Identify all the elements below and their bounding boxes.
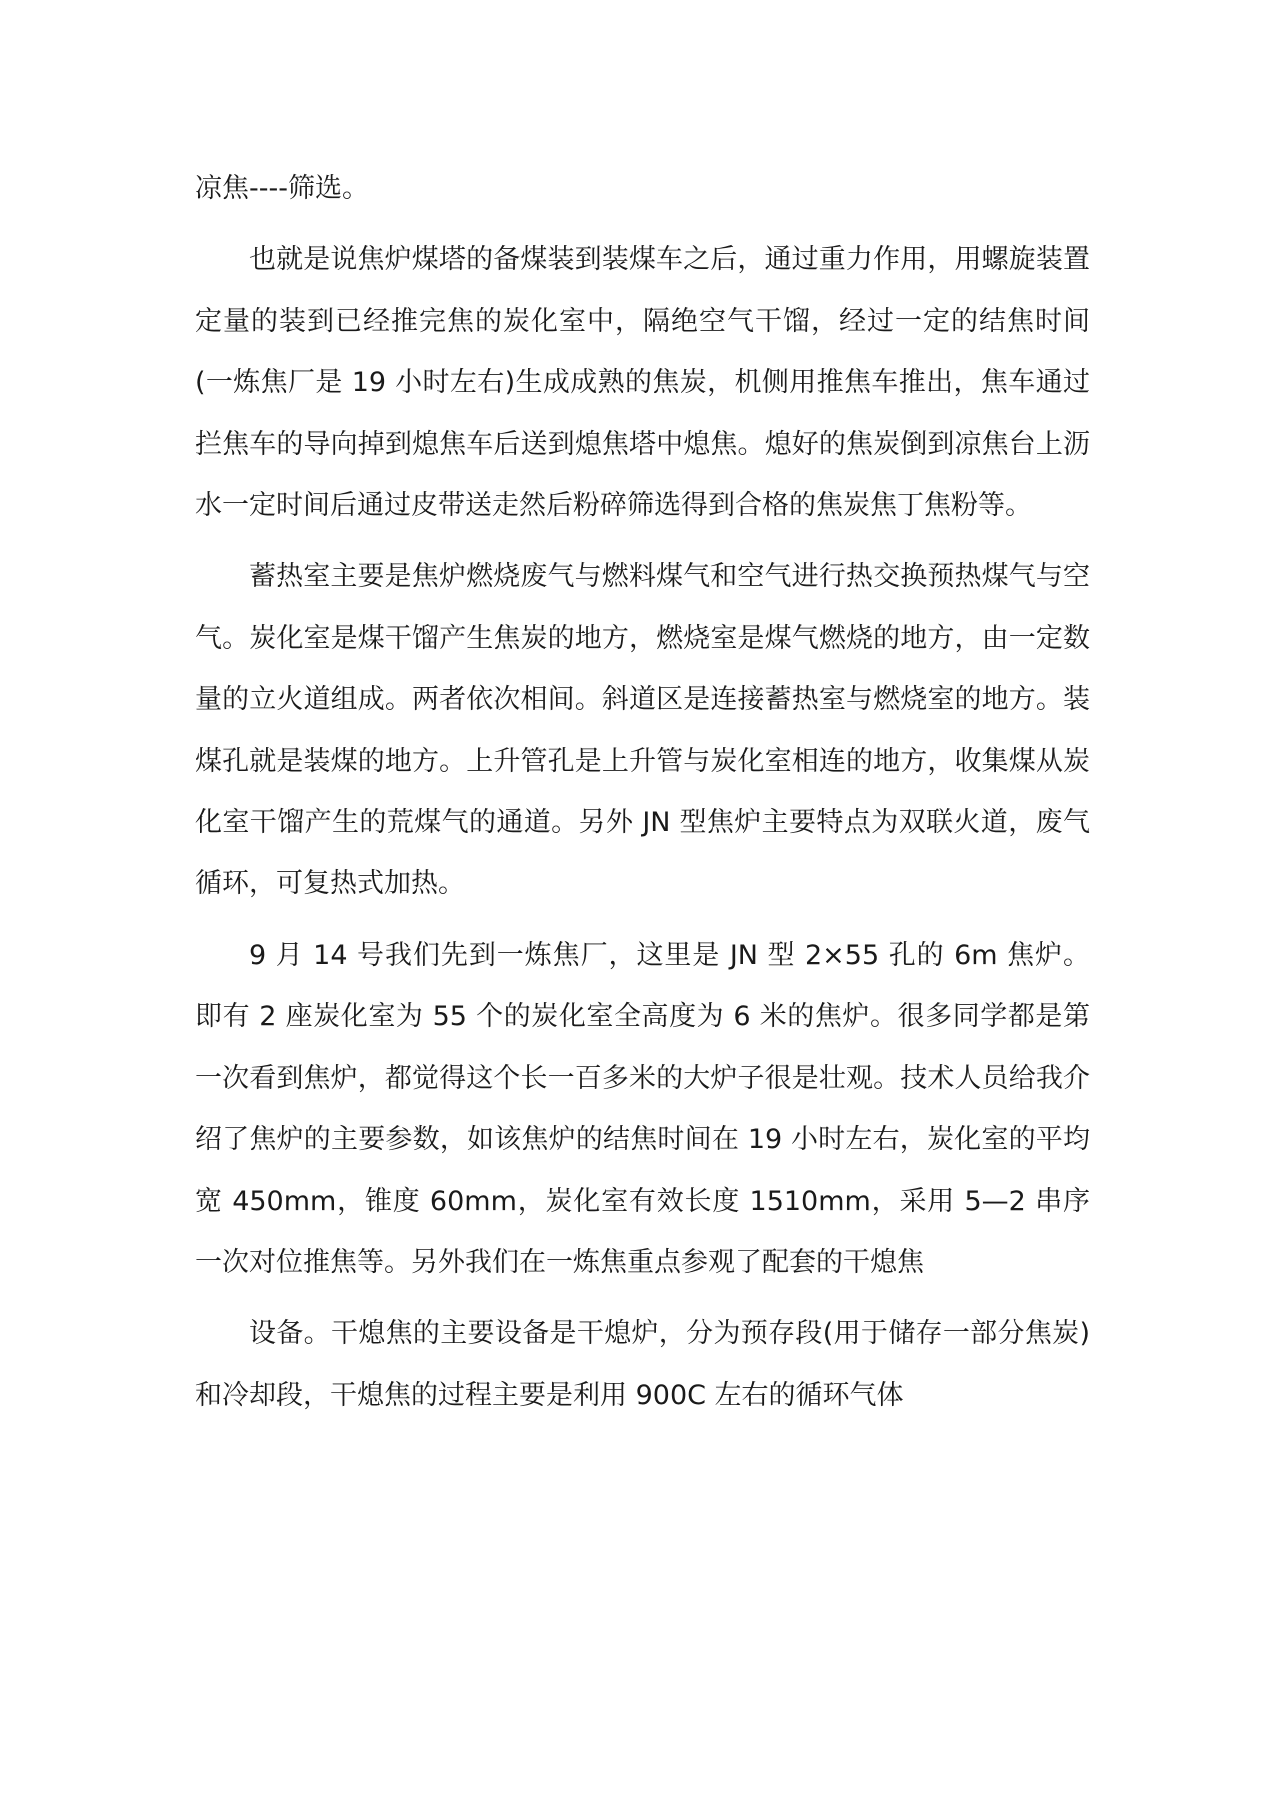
paragraph-cdq-equipment: 设备。干熄焦的主要设备是干熄炉，分为预存段(用于储存一部分焦炭)和冷却段，干熄焦的过程主要是利用 900C 左右的循环气体 [195,1318,1090,1411]
paragraph-oven-structure: 蓄热室主要是焦炉燃烧废气与燃料煤气和空气进行热交换预热煤气与空气。炭化室是煤干馏产生焦炭的地方，燃烧室是煤气燃烧的地方，由一定数量的立火道组成。两者依次相间。斜道区是连接蓄热室与燃烧室的地方。装煤孔就是装煤的地方。上升管孔是上升管与炭化室相连的地方，收集煤从炭化室干馏产生的荒煤气的通道。另外 JN 型焦炉主要特点为双联火道，废气循环，可复热式加热。 [195,561,1090,900]
paragraph-site-visit: 9 月 14 号我们先到一炼焦厂，这里是 JN 型 2×55 孔的 6m 焦炉。即有 2 座炭化室为 55 个的炭化室全高度为 6 米的焦炉。很多同学都是第一次看到焦炉，都觉得这个长一百多米的大炉子很是壮观。技术人员给我介绍了焦炉的主要参数，如该焦炉的结焦时间在 19 小时左右，炭化室的平均宽 450mm，锥度 60mm，炭化室有效长度 1510mm，采用 5—2 串序一次对位推焦等。另外我们在一炼焦重点参观了配套的干熄焦 [195,939,1090,1278]
body-text [195,158,1090,1426]
paragraph-coking-process: 也就是说焦炉煤塔的备煤装到装煤车之后，通过重力作用，用螺旋装置定量的装到已经推完焦的炭化室中，隔绝空气干馏，经过一定的结焦时间(一炼焦厂是 19 小时左右)生成成熟的焦炭，机侧用推焦车推出，焦车通过拦焦车的导向掉到熄焦车后送到熄焦塔中熄焦。熄好的焦炭倒到凉焦台上沥水一定时间后通过皮带送走然后粉碎筛选得到合格的焦炭焦丁焦粉等。 [195,244,1090,522]
paragraph-continuation: 凉焦----筛选。 [195,173,369,204]
